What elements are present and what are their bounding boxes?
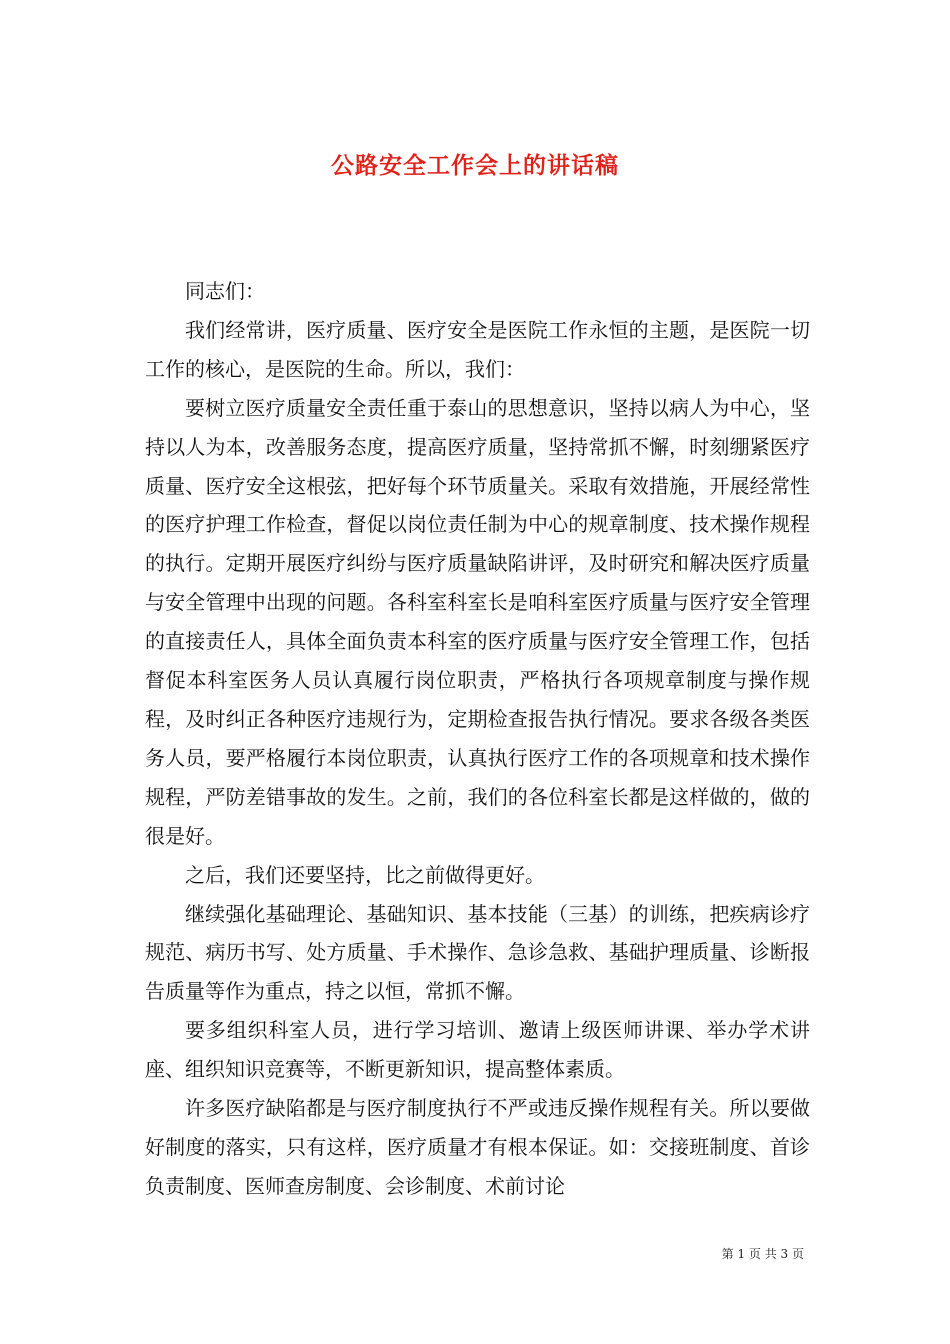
- paragraph: 我们经常讲，医疗质量、医疗安全是医院工作永恒的主题，是医院一切工作的核心，是医院的生命。所以，我们：: [145, 317, 810, 381]
- paragraph: 要多组织科室人员，进行学习培训、邀请上级医师讲课、举办学术讲座、组织知识竞赛等，不断更新知识，提高整体素质。: [145, 1018, 810, 1082]
- paragraph-salutation: 同志们：: [185, 279, 265, 303]
- paragraph: 要树立医疗质量安全责任重于泰山的思想意识，坚持以病人为中心，坚持以人为本，改善服务态度，提高医疗质量，坚持常抓不懈，时刻绷紧医疗质量、医疗安全这根弦，把好每个环节质量关。采取有效措施，开展经常性的医疗护理工作检查，督促以岗位责任制为中心的规章制度、技术操作规程的执行。定期开展医疗纠纷与医疗质量缺陷讲评，及时研究和解决医疗质量与安全管理中出现的问题。各科室科室长是咱科室医疗质量与医疗安全管理的直接责任人，具体全面负责本科室的医疗质量与医疗安全管理工作，包括督促本科室医务人员认真履行岗位职责，严格执行各项规章制度与操作规程，及时纠正各种医疗违规行为，定期检查报告执行情况。要求各级各类医务人员，要严格履行本岗位职责，认真执行医疗工作的各项规章和技术操作规程，严防差错事故的发生。之前，我们的各位科室长都是这样做的，做的很是好。: [145, 395, 810, 848]
- document-body: [145, 272, 810, 1206]
- document-title: 公路安全工作会上的讲话稿: [331, 152, 619, 180]
- paragraph: 继续强化基础理论、基础知识、基本技能（三基）的训练，把疾病诊疗规范、病历书写、处方质量、手术操作、急诊急救、基础护理质量、诊断报告质量等作为重点，持之以恒，常抓不懈。: [145, 901, 810, 1004]
- page-number: 第 1 页 共 3 页: [721, 1247, 804, 1261]
- paragraph: 许多医疗缺陷都是与医疗制度执行不严或违反操作规程有关。所以要做好制度的落实，只有这样，医疗质量才有根本保证。如：交接班制度、首诊负责制度、医师查房制度、会诊制度、术前讨论: [145, 1096, 810, 1198]
- paragraph: 之后，我们还要坚持，比之前做得更好。: [185, 862, 545, 887]
